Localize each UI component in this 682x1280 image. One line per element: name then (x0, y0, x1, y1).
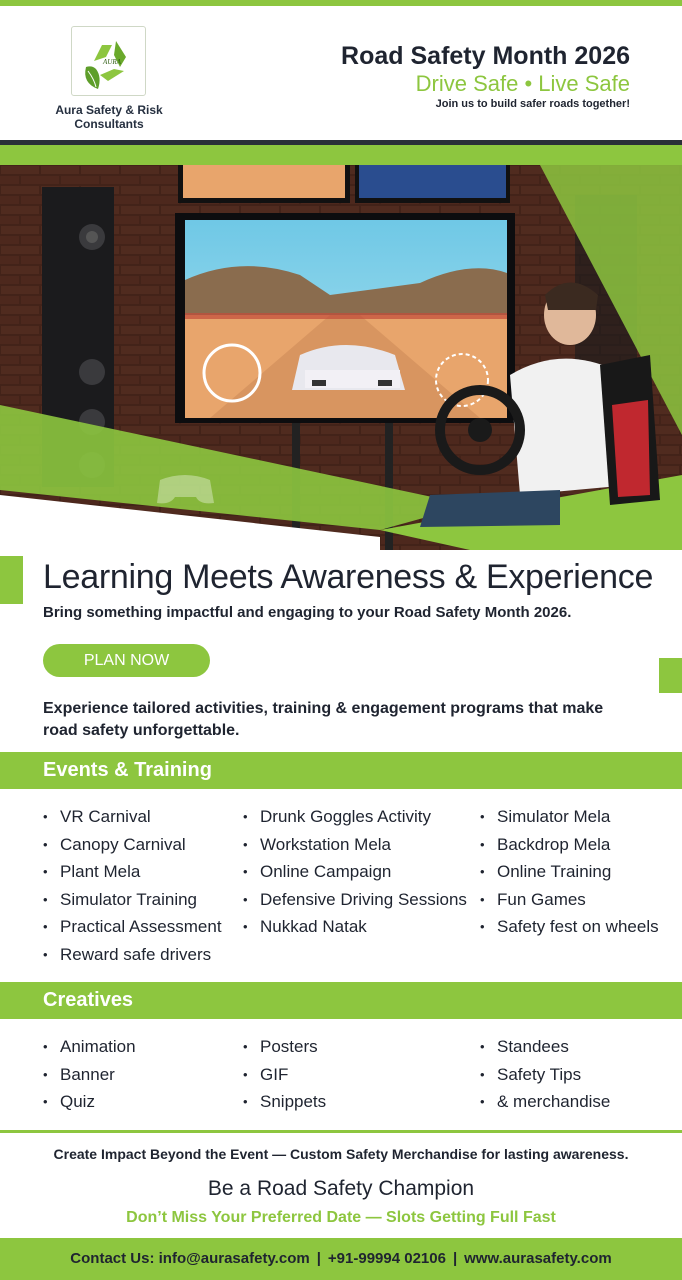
list-item: • GIF (243, 1064, 326, 1092)
contact-line (0, 1250, 682, 1267)
list-item: • Reward safe drivers (43, 944, 222, 972)
contact-email[interactable]: Contact Us: info@aurasafety.com (70, 1250, 310, 1267)
company-logo (71, 26, 146, 96)
events-list-col2 (243, 806, 467, 944)
list-item: • Standees (480, 1036, 610, 1064)
list-item: • Practical Assessment (43, 916, 222, 944)
header-green-band (0, 145, 682, 165)
list-item: • VR Carnival (43, 806, 222, 834)
creatives-section-title: Creatives (43, 989, 134, 1011)
list-item: • & merchandise (480, 1091, 610, 1119)
list-item: • Posters (243, 1036, 326, 1064)
contact-bar (0, 1238, 682, 1280)
list-item: • Online Training (480, 861, 659, 889)
list-item: • Safety fest on wheels (480, 916, 659, 944)
list-item: • Online Campaign (243, 861, 467, 889)
main-subheading: Bring something impactful and engaging to your Road Safety Month 2026. (43, 604, 572, 621)
hero-image (0, 165, 682, 550)
separator: | (316, 1250, 321, 1267)
separator: | (452, 1250, 458, 1267)
list-item: • Plant Mela (43, 861, 222, 889)
contact-website[interactable]: www.aurasafety.com (464, 1250, 612, 1267)
creatives-list-col1 (43, 1036, 136, 1119)
list-item: • Workstation Mela (243, 834, 467, 862)
events-section-title: Events & Training (43, 759, 212, 781)
list-item: • Simulator Training (43, 889, 222, 917)
list-item: • Banner (43, 1064, 136, 1092)
plan-now-button[interactable]: PLAN NOW (43, 644, 210, 677)
right-accent-block (659, 658, 682, 693)
list-item: • Simulator Mela (480, 806, 659, 834)
list-item: • Nukkad Natak (243, 916, 467, 944)
slots-notice: Don’t Miss Your Preferred Date — Slots Getting Full Fast (126, 1209, 556, 1226)
events-list-col3 (480, 806, 659, 944)
footer-divider (0, 1130, 682, 1133)
list-item: • Safety Tips (480, 1064, 610, 1092)
events-section-bar (0, 752, 682, 789)
intro-text: Experience tailored activities, training & engagement programs that make road safety unforgettable. (43, 700, 604, 739)
events-list-col1 (43, 806, 222, 971)
list-item: • Backdrop Mela (480, 834, 659, 862)
creatives-list-col2 (243, 1036, 326, 1119)
list-item: • Canopy Carnival (43, 834, 222, 862)
left-accent-block (0, 556, 23, 604)
list-item: • Quiz (43, 1091, 136, 1119)
creatives-list-col3 (480, 1036, 610, 1119)
main-heading: Learning Meets Awareness & Experience (43, 558, 654, 596)
creatives-section-bar (0, 982, 682, 1019)
list-item: • Snippets (243, 1091, 326, 1119)
recycle-leaf-icon (72, 27, 145, 95)
list-item: • Fun Games (480, 889, 659, 917)
tagline: Drive Safe • Live Safe (415, 71, 630, 96)
logo-wordmark: AURA (103, 58, 121, 66)
company-name: Aura Safety & Risk Consultants (55, 103, 163, 131)
page-title: Road Safety Month 2026 (341, 42, 630, 70)
list-item: • Defensive Driving Sessions (243, 889, 467, 917)
list-item: • Drunk Goggles Activity (243, 806, 467, 834)
top-accent-bar (0, 0, 682, 6)
header-subtitle: Join us to build safer roads together! (435, 98, 630, 110)
contact-phone[interactable]: +91-99994 02106 (327, 1250, 446, 1267)
champion-heading: Be a Road Safety Champion (207, 1177, 475, 1200)
merch-line: Create Impact Beyond the Event — Custom Safety Merchandise for lasting awareness. (53, 1146, 629, 1162)
list-item: • Animation (43, 1036, 136, 1064)
